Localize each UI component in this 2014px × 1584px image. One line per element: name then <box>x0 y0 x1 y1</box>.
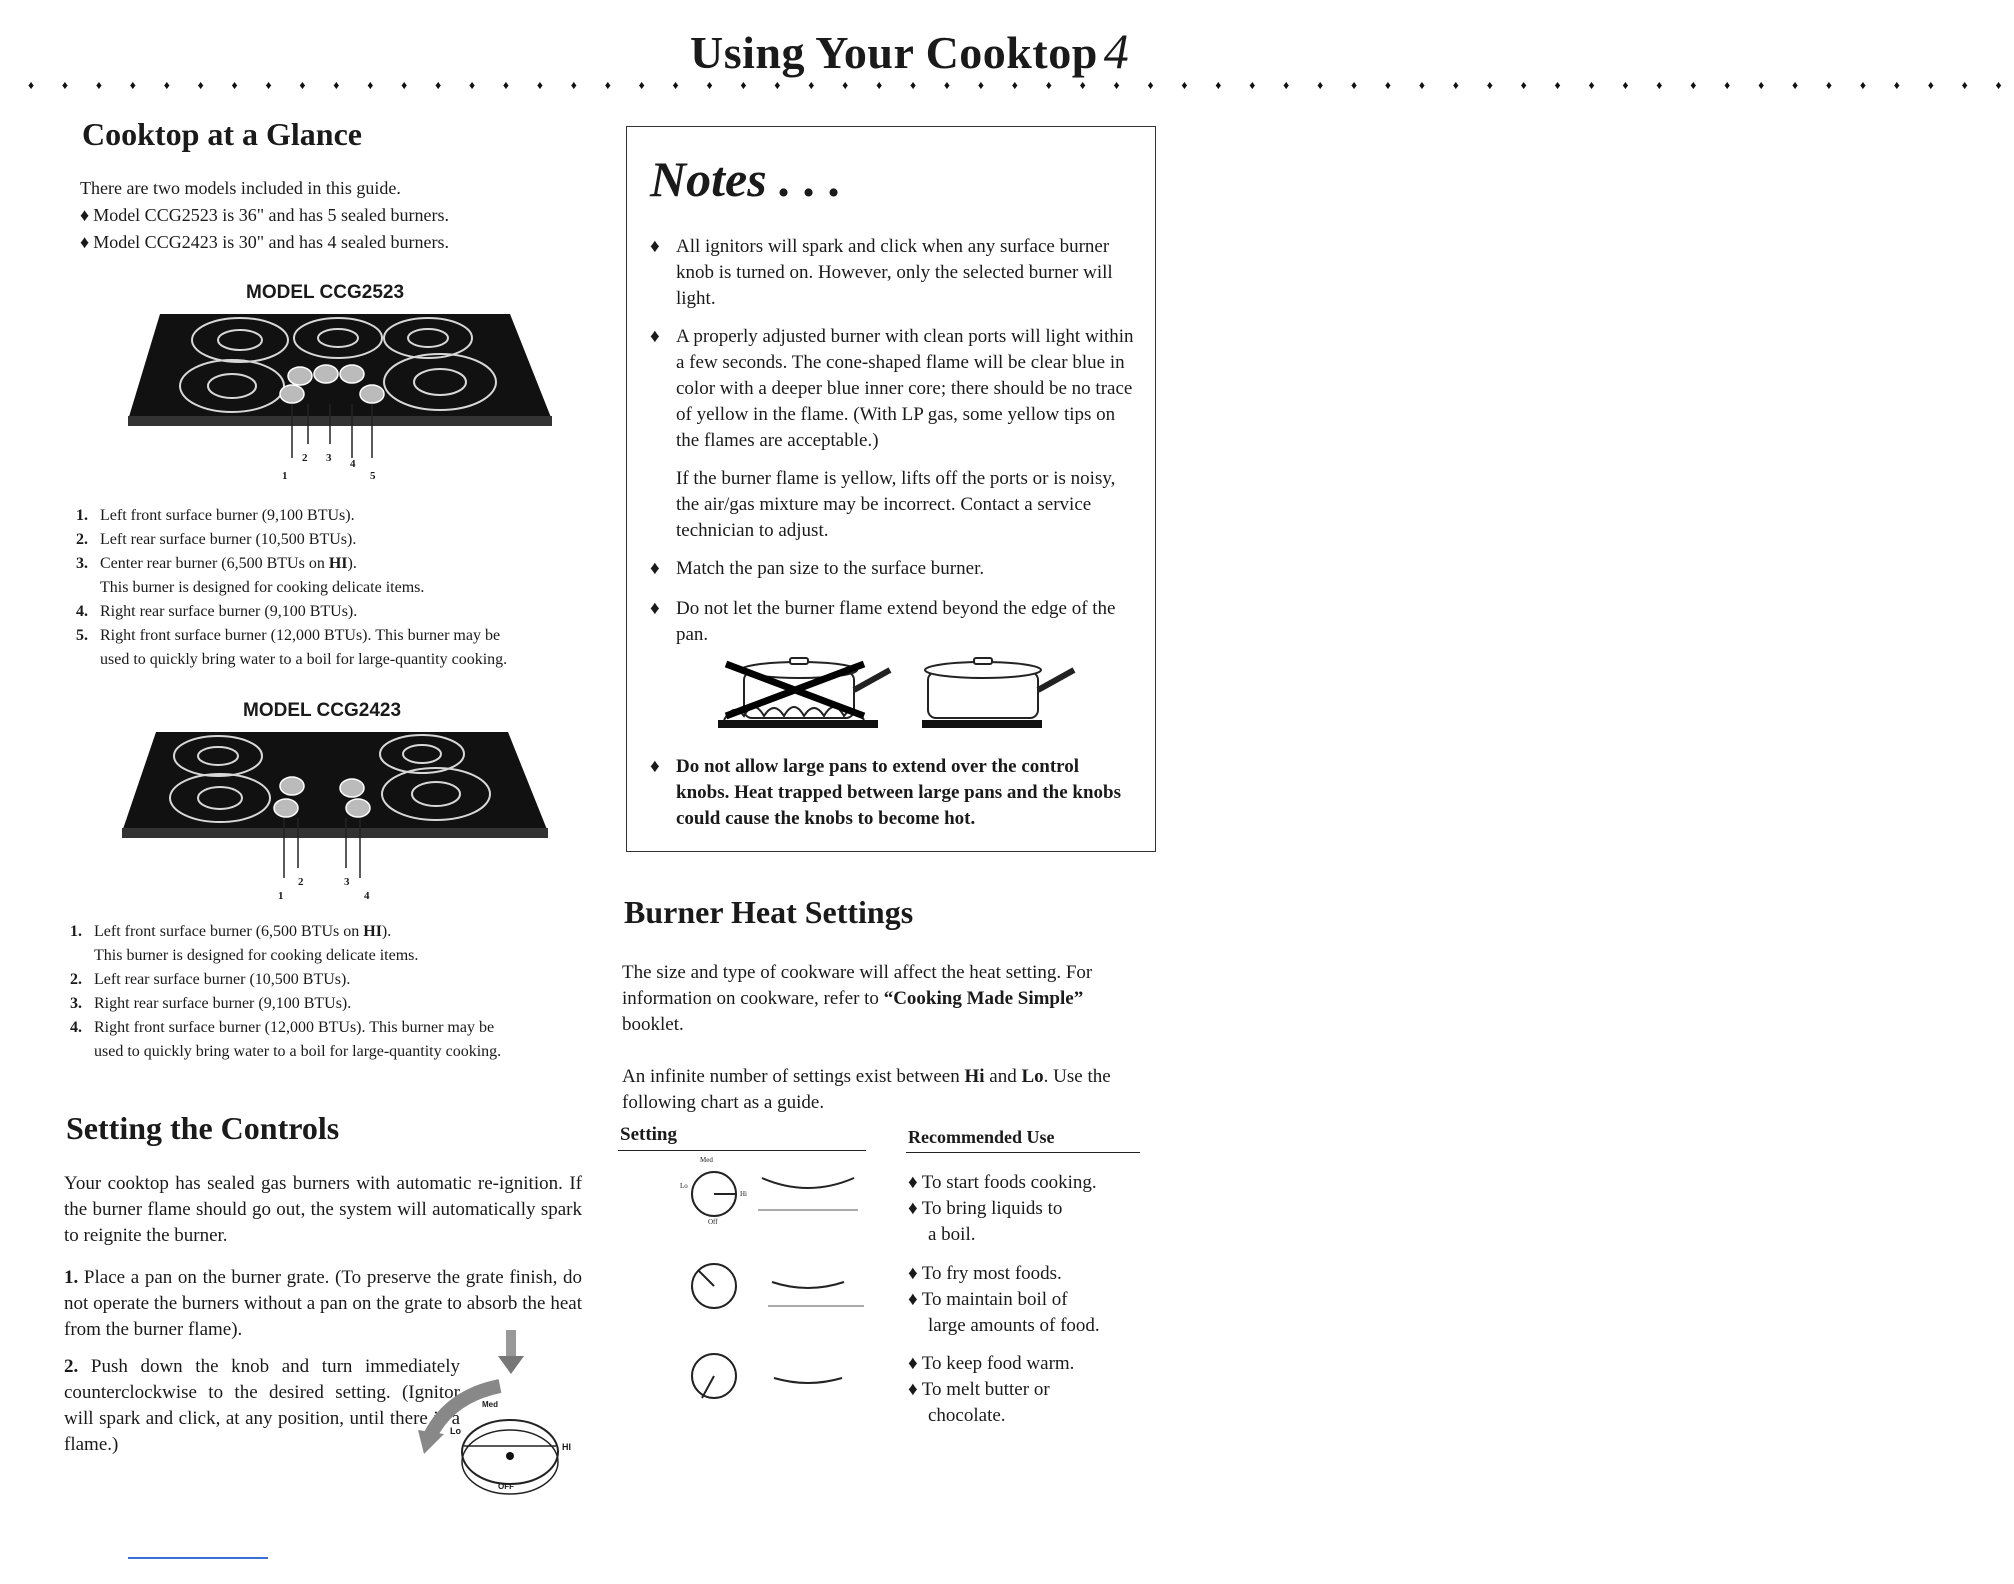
model2-burner-list <box>70 920 590 1064</box>
callout-3-model1: 3 <box>326 452 332 464</box>
callout-1-model2: 1 <box>278 890 284 902</box>
list-item: 3. Center rear burner (6,500 BTUs on HI). This burner is designed for cooking delicate items. <box>76 555 425 596</box>
knob-hi-label: HI <box>562 1442 571 1452</box>
heat-heading: Burner Heat Settings <box>624 894 914 930</box>
model1-burner-list <box>76 504 596 672</box>
note-5: ♦ Do not let the burner flame extend beyond the edge of the pan. <box>650 598 1116 645</box>
setting-lo-illustration <box>618 1340 868 1410</box>
pan-flame-illustration <box>714 650 1094 734</box>
heat-p2: An infinite number of settings exist between Hi and Lo. Use the following chart as a guide. <box>622 1066 1111 1113</box>
model2-label: MODEL CCG2423 <box>243 700 402 721</box>
callout-1-model1: 1 <box>282 470 288 482</box>
use-row-2: ♦ To fry most foods. ♦ To maintain boil of large amounts of food. <box>908 1263 1100 1336</box>
controls-heading: Setting the Controls <box>66 1110 340 1146</box>
controls-step-1: 1. Place a pan on the burner grate. (To preserve the grate finish, do not operate the burners without a pan on the grate to absorb the heat from the burner flame). <box>64 1267 583 1340</box>
dial-lo-label: Lo <box>680 1182 688 1190</box>
list-item: 2. Left rear surface burner (10,500 BTUs). <box>76 531 357 548</box>
glance-bullet-2: ♦ Model CCG2423 is 30" and has 4 sealed burners. <box>80 229 449 256</box>
page-number: 4 <box>1103 23 1130 79</box>
dial-med-label: Med <box>700 1156 713 1164</box>
note-1: ♦ All ignitors will spark and click when any surface burner knob is turned on. However, only the selected burner will light. <box>650 236 1113 309</box>
list-item: 4. Right front surface burner (12,000 BTUs). This burner may be used to quickly bring water to a boil for large-quantity cooking. <box>70 1019 502 1060</box>
col-use-rule <box>906 1152 1140 1153</box>
callout-4-model2: 4 <box>364 890 370 902</box>
glance-heading: Cooktop at a Glance <box>82 116 362 152</box>
dial-off-label: Off <box>708 1218 718 1226</box>
use-row-1: ♦ To start foods cooking. ♦ To bring liquids to a boil. <box>908 1172 1097 1245</box>
notes-title: Notes . . . <box>650 151 842 207</box>
list-item: 1. Left front surface burner (6,500 BTUs on HI). This burner is designed for cooking delicate items. <box>70 923 419 964</box>
heat-p1: The size and type of cookware will affect the heat setting. For information on cookware, refer to “Cooking Made Simple” booklet. <box>622 962 1093 1035</box>
list-item: 4. Right rear surface burner (9,100 BTUs). <box>76 603 358 620</box>
footer-rule <box>128 1557 268 1559</box>
note-3: If the burner flame is yellow, lifts off the ports or is noisy, the air/gas mixture may be incorrect. Contact a service technician to adjust. <box>676 468 1116 541</box>
page-title-text: Using Your Cooktop <box>690 27 1098 78</box>
setting-med-illustration <box>618 1250 868 1320</box>
col-use-header: Recommended Use <box>908 1127 1055 1147</box>
callout-2-model1: 2 <box>302 452 308 464</box>
callout-2-model2: 2 <box>298 876 304 888</box>
col-setting-rule <box>618 1150 866 1151</box>
note-6: ♦ Do not allow large pans to extend over the control knobs. Heat trapped between large pans and the knobs could cause the knobs to become hot. <box>650 756 1121 829</box>
cooktop-ccg2423-illustration <box>116 728 556 908</box>
controls-intro: Your cooktop has sealed gas burners with automatic re-ignition. If the burner flame should go out, the system will automatically spark to reignite the burner. <box>64 1173 582 1246</box>
dial-hi-label: Hi <box>740 1190 747 1198</box>
use-row-3: ♦ To keep food warm. ♦ To melt butter or chocolate. <box>908 1353 1075 1426</box>
knob-lo-label: Lo <box>450 1426 461 1436</box>
list-item: 3. Right rear surface burner (9,100 BTUs). <box>70 995 352 1012</box>
knob-off-label: OFF <box>498 1482 514 1491</box>
callout-5-model1: 5 <box>370 470 376 482</box>
controls-step-2: 2. Push down the knob and turn immediately counterclockwise to the desired setting. (Ignitor will spark and click, at any position, until there is a flame.) <box>64 1356 461 1455</box>
callout-3-model2: 3 <box>344 876 350 888</box>
knob-med-label: Med <box>482 1400 498 1409</box>
note-4: ♦ Match the pan size to the surface burner. <box>650 558 985 579</box>
callout-4-model1: 4 <box>350 458 356 470</box>
glance-bullet-1: ♦ Model CCG2523 is 36" and has 5 sealed burners. <box>80 202 449 229</box>
knob-illustration <box>410 1326 580 1502</box>
list-item: 2. Left rear surface burner (10,500 BTUs). <box>70 971 351 988</box>
cooktop-ccg2523-illustration <box>120 308 560 488</box>
list-item: 5. Right front surface burner (12,000 BTUs). This burner may be used to quickly bring water to a boil for large-quantity cooking. <box>76 627 508 668</box>
model1-label: MODEL CCG2523 <box>246 282 405 303</box>
page-title <box>690 22 1129 80</box>
note-2: ♦ A properly adjusted burner with clean ports will light within a few seconds. The cone-shaped flame will be clear blue in color with a deeper blue inner core; there should be no trace of yellow in the flame. (With LP gas, some yellow tips on the flames are acceptable.) <box>650 326 1134 451</box>
glance-intro: There are two models included in this guide. <box>80 178 401 198</box>
diamond-rule: ♦ ♦ ♦ ♦ ♦ ♦ ♦ ♦ ♦ ♦ ♦ ♦ ♦ ♦ ♦ ♦ ♦ ♦ ♦ ♦ ♦ ♦ ♦ ♦ ♦ ♦ ♦ ♦ ♦ ♦ ♦ ♦ ♦ ♦ ♦ ♦ ♦ ♦ ♦ ♦ ♦ ♦ ♦ ♦ ♦ ♦ ♦ ♦ ♦ ♦ ♦ ♦ ♦ ♦ ♦ ♦ ♦ ♦ ♦ <box>28 78 2014 92</box>
col-setting-header: Setting <box>620 1124 677 1145</box>
list-item: 1. Left front surface burner (9,100 BTUs). <box>76 507 355 524</box>
